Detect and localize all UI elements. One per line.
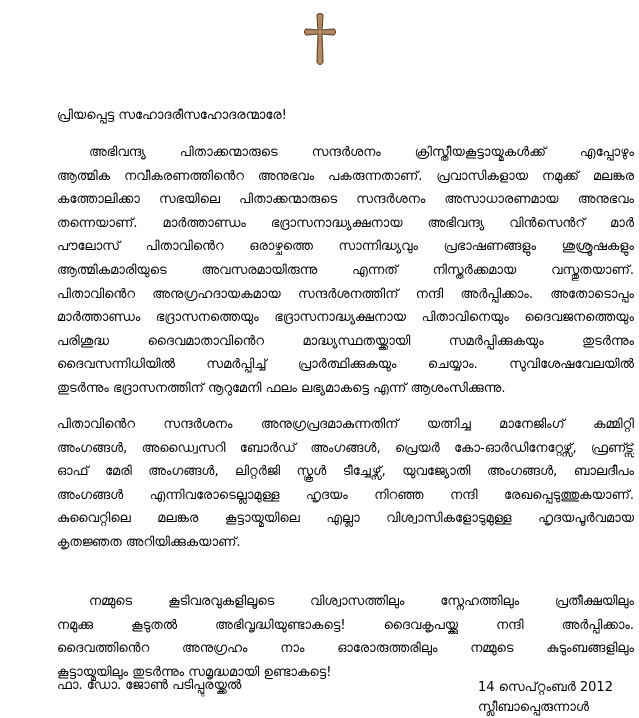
text-line: നമുക്കു കൂടുതൽ അഭിവൃദ്ധിയുണ്ടാകട്ടെ! ദൈവകൃപയ്ക്കു നന്ദി അർപ്പിക്കാം. <box>57 617 634 633</box>
date-line: 14 സെപ്റ്റംബർ 2012 <box>478 680 613 695</box>
text-line: പിതാവിൻെറ അനുഗ്രഹദായകമായ സന്ദർശനത്തിന് നന്ദി അർപ്പിക്കാം. അതോടൊപ്പം <box>57 286 634 302</box>
text-line: നമ്മുടെ കൂടിവരവുകളിലൂടെ വിശ്വാസത്തിലും സ്നേഹത്തിലും പ്രതീക്ഷയിലും <box>89 594 634 609</box>
text-line: തന്നെയാണ്. മാർത്താണ്ഡം ഭദ്രാസനാദ്ധ്യക്ഷനായ അഭിവന്ദ്യ വിൻസെൻറ് മാർ <box>57 215 634 231</box>
text-line: അഭിവന്ദ്യ പിതാക്കന്മാരുടെ സന്ദർശനം ക്രിസ്തീയകൂട്ടായ്മകൾക്ക് എപ്പോഴും <box>89 145 634 160</box>
text-line: അംഗങ്ങൾ എന്നിവരോടെല്ലാമുള്ള ഹൃദയം നിറഞ്ഞ നന്ദി രേഖപ്പെടുത്തുകയാണ്. <box>57 487 634 503</box>
salutation: പ്രിയപ്പെട്ട സഹോദരീസഹോദരന്മാരേ! <box>57 108 287 123</box>
text-line: കൃതജ്ഞത അറിയിക്കുകയാണ്. <box>57 534 241 550</box>
text-line: ദൈവത്തിൻെറ അനുഗ്രഹം നാം ഓരോരുത്തരിലും നമ്മുടെ കുടുംബങ്ങളിലും <box>57 641 634 657</box>
text-line: അംഗങ്ങൾ, അഡ്വൈസറി ബോർഡ് അംഗങ്ങൾ, പ്രെയർ കോ-ഓർഡിനേറ്റേഴ്സ്, ഫ്രണ്ട്സ് <box>57 440 634 456</box>
text-line: കൂട്ടായ്മയിലും തുടർന്നും സമൃദ്ധമായി ഉണ്ടാകട്ടെ! <box>57 664 332 680</box>
text-line: ഓഫ് മേരി അംഗങ്ങൾ, ലിറ്റർജി സ്കൂൾ ടീച്ചേഴ്സ്, യുവജ്യോതി അംഗങ്ങൾ, ബാലദീപം <box>57 464 634 480</box>
date-block <box>478 678 613 718</box>
text-line: പൗലോസ് പിതാവിൻെറ ഒരാഴ്ചത്തെ സാന്നിദ്ധ്യവും പ്രഭാഷണങ്ങളും ശുശ്രൂഷകളും <box>57 239 634 255</box>
text-line: ദൈവസന്നിധിയിൽ സമർപ്പിച്ച് പ്രാർത്ഥിക്കുകയും ചെയ്യാം. സുവിശേഷവേലയിൽ <box>57 357 634 373</box>
text-line: പിതാവിൻെറ സന്ദർശനം അനുഗ്രപ്രദമാകുന്നതിന് യത്നിച്ച മാനേജിംഗ് കമ്മിറ്റി <box>57 417 634 432</box>
text-line: പരിശുദ്ധ ദൈവമാതാവിൻെറ മാദ്ധ്യസ്ഥതയ്ക്കായി സമർപ്പിക്കുകയും തുടർന്നും <box>57 333 634 349</box>
text-line: മാർത്താണ്ഡം ഭദ്രാസനത്തെയും ഭദ്രാസനാദ്ധ്യക്ഷനായ പിതാവിനെയും ദൈവജനത്തെയും <box>57 310 634 326</box>
text-line: ആത്മിക നവീകരണത്തിൻെറ അനുഭവം പകരുന്നതാണ്. പ്രവാസികളായ നമുക്ക് മലങ്കര <box>57 168 634 184</box>
text-line: ആത്മികമാരിയുടെ അവസരമായിരുന്നു എന്നത് നിസ്തർക്കമായ വസ്തുതയാണ്. <box>57 262 634 278</box>
text-line: കത്തോലിക്കാ സഭയിലെ പിതാക്കന്മാരുടെ സന്ദർശനം അസാധാരണമായ അനുഭവം <box>57 192 634 208</box>
body-paragraph-3 <box>57 590 634 684</box>
text-line: തുടർന്നും ഭദ്രാസനത്തിന് നൂറുമേനി ഫലം ലഭ്യമാകട്ടെ എന്ന് ആശംസിക്കുന്നു. <box>57 380 506 396</box>
text-line: കുവൈറ്റിലെ മലങ്കര കൂട്ടായ്മയിലെ എല്ലാ വിശ്വാസികളോടുമുള്ള ഹൃദയപൂർവമായ <box>57 511 634 527</box>
cross-icon <box>300 12 340 68</box>
body-paragraph-2 <box>57 413 634 555</box>
signature: ഫാ. ഡോ. ജോൺ പടിപ്പുരയ്ക്കൽ <box>57 678 242 693</box>
feast-line: സ്ലീബാപ്പെരുന്നാൾ <box>478 700 589 715</box>
body-paragraph-1 <box>57 141 634 401</box>
